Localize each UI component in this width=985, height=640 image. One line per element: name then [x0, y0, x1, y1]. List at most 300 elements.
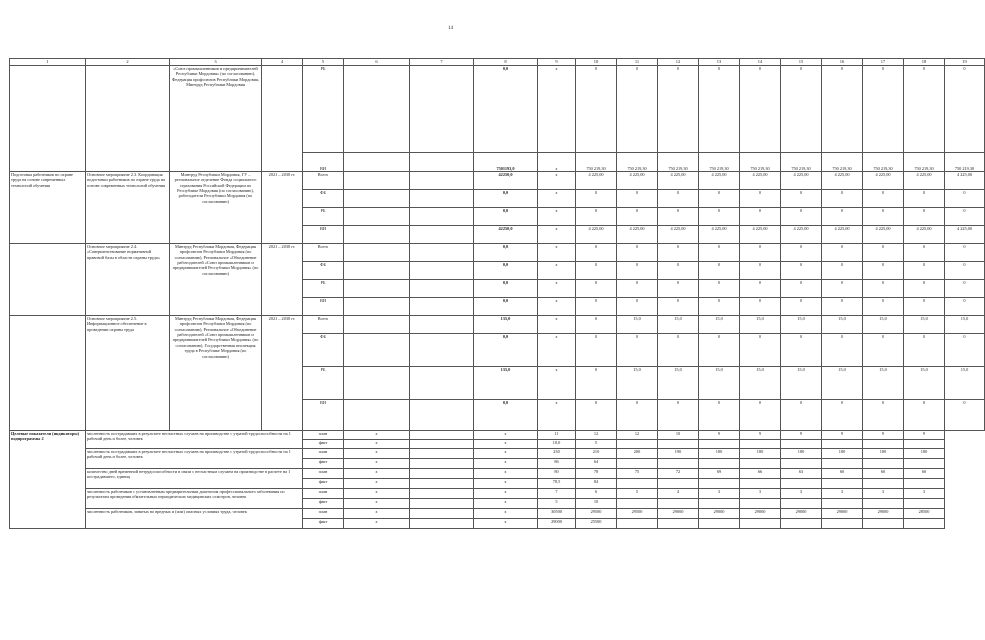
x-cell: х [538, 172, 576, 190]
activity-name: Основное мероприятие 2.5. Информационное обеспечение в проведении охраны труда [86, 316, 170, 431]
year-value: 4 225,00 [699, 172, 740, 190]
x-cell: х [474, 479, 538, 489]
empty-cell [344, 226, 410, 244]
year-value: 0 [740, 66, 781, 153]
column-number: 9 [538, 59, 576, 66]
year-value: 10 [658, 431, 699, 440]
x-cell: х [344, 509, 410, 519]
column-number: 17 [863, 59, 904, 66]
year-value [904, 499, 945, 509]
year-value: 0 [617, 190, 658, 208]
year-value: 0 [740, 298, 781, 316]
year-value: 0 [699, 298, 740, 316]
x-cell: х [474, 489, 538, 499]
year-value: 0 [904, 208, 945, 226]
year-value: 0 [617, 298, 658, 316]
year-value: 4 225,00 [822, 172, 863, 190]
year-value: 80 [538, 469, 576, 479]
year-value: 0 [945, 262, 985, 280]
plan-label: план [303, 509, 344, 519]
indicator-row [10, 449, 985, 459]
empty-cell [410, 226, 474, 244]
year-value: 15,0 [904, 367, 945, 400]
year-value: 180 [822, 449, 863, 459]
total-cell: 42250,0 [474, 226, 538, 244]
table-row [10, 244, 985, 262]
source-cell: ВИ [303, 298, 344, 316]
empty-cell [410, 153, 474, 172]
year-value: 0 [740, 400, 781, 431]
year-value: 0 [740, 262, 781, 280]
year-value: 0 [699, 190, 740, 208]
year-value: 0 [699, 262, 740, 280]
total-cell: 0,0 [474, 334, 538, 367]
year-value [699, 499, 740, 509]
year-value: 0 [576, 244, 617, 262]
year-value: 9 [863, 431, 904, 440]
year-value: 0 [699, 244, 740, 262]
column-number: 2 [86, 59, 170, 66]
year-value: 29500 [617, 509, 658, 519]
year-value: 15,0 [781, 367, 822, 400]
empty-cell [344, 298, 410, 316]
year-value: 0 [576, 66, 617, 153]
indicator-label: численность работников, занятых во вредных и (или) опасных условиях труда, человек [86, 509, 303, 529]
executor-cell: Минтруд Республики Мордовия, Федерация профсоюзов Республики Мордовия (по согласованию), Региональное «Объединение работодателей «Союз промышленников и предпринимателей Республики Мордовия» (по согласованию) [170, 244, 262, 316]
source-cell: ФБ [303, 334, 344, 367]
year-value: 0 [904, 298, 945, 316]
year-value: 750 219,30 [781, 153, 822, 172]
year-value: 15,0 [945, 367, 985, 400]
empty-cell [410, 479, 474, 489]
year-value: 4 225,00 [904, 172, 945, 190]
year-value: 0 [699, 334, 740, 367]
year-value: 0 [658, 298, 699, 316]
year-value: 15,0 [822, 316, 863, 334]
x-cell: х [538, 316, 576, 334]
year-value: 0 [781, 334, 822, 367]
empty-cell [344, 400, 410, 431]
plan-label: план [303, 489, 344, 499]
year-value: 0 [658, 190, 699, 208]
year-value: 0 [576, 367, 617, 400]
empty-cell [344, 66, 410, 153]
fact-label: факт [303, 519, 344, 529]
column-number: 6 [344, 59, 410, 66]
year-value: 0 [699, 280, 740, 298]
year-value [658, 440, 699, 449]
year-value: 0 [945, 208, 985, 226]
total-cell: 135,0 [474, 367, 538, 400]
year-value: 4 225,00 [904, 226, 945, 244]
year-value: 28500 [904, 509, 945, 519]
year-value [658, 459, 699, 469]
x-cell: х [538, 226, 576, 244]
empty-cell [410, 469, 474, 479]
year-value: 0 [617, 400, 658, 431]
year-value: 15,0 [658, 316, 699, 334]
total-cell: 42250,0 [474, 172, 538, 190]
year-value: 0 [781, 400, 822, 431]
empty-cell [344, 190, 410, 208]
year-value [863, 519, 904, 529]
indicator-row [10, 431, 985, 440]
year-value: 4 [658, 489, 699, 499]
year-value: 750 219,30 [904, 153, 945, 172]
source-cell: Всего [303, 172, 344, 190]
total-cell: 0,0 [474, 190, 538, 208]
empty-cell [344, 262, 410, 280]
year-value: 0 [781, 208, 822, 226]
year-value: 0 [617, 280, 658, 298]
column-number: 18 [904, 59, 945, 66]
total-cell: 0,0 [474, 66, 538, 153]
empty-cell [410, 244, 474, 262]
column-number: 14 [740, 59, 781, 66]
total-cell: 0,0 [474, 208, 538, 226]
empty-cell [344, 367, 410, 400]
year-value [699, 479, 740, 489]
fact-label: факт [303, 459, 344, 469]
year-value: 9 [904, 431, 945, 440]
year-value: 0 [822, 190, 863, 208]
year-value [904, 479, 945, 489]
executor-cell: «Союз промышленников и предпринимателей Республики Мордовия» (по согласованию), Федерация профсоюзов Республики Мордовия, Минтруд Республики Мордовия [170, 66, 262, 172]
total-cell: 0,0 [474, 280, 538, 298]
year-value: 210 [576, 449, 617, 459]
year-value: 0 [904, 66, 945, 153]
year-value: 0 [904, 244, 945, 262]
year-value: 4 225,00 [617, 172, 658, 190]
empty-cell [410, 400, 474, 431]
year-value: 12 [617, 431, 658, 440]
source-cell: Всего [303, 316, 344, 334]
empty-cell [344, 334, 410, 367]
column-number: 15 [781, 59, 822, 66]
year-value: 0 [740, 244, 781, 262]
year-value: 0 [945, 66, 985, 153]
year-value: 0 [822, 208, 863, 226]
year-value: 190 [658, 449, 699, 459]
year-value: 0 [781, 280, 822, 298]
year-value: 29000 [863, 509, 904, 519]
year-value: 750 219,30 [740, 153, 781, 172]
fact-label: факт [303, 499, 344, 509]
year-value: 0 [658, 262, 699, 280]
year-value: 0 [699, 66, 740, 153]
column-number: 13 [699, 59, 740, 66]
targets-title: Целевые показатели (индикаторы) подпрограммы 2 [10, 431, 86, 529]
year-value: 0 [576, 280, 617, 298]
task-name [10, 316, 86, 431]
year-value: 750 219,30 [863, 153, 904, 172]
source-cell: ВИ [303, 226, 344, 244]
source-cell: РБ [303, 208, 344, 226]
year-value [740, 499, 781, 509]
column-number: 8 [474, 59, 538, 66]
header-row [10, 59, 985, 66]
source-cell: ВИ [303, 400, 344, 431]
year-value [863, 459, 904, 469]
year-value: 9 [699, 431, 740, 440]
empty-cell [410, 208, 474, 226]
year-value [781, 499, 822, 509]
year-value: 7 [538, 489, 576, 499]
x-cell: х [344, 449, 410, 459]
fact-label: факт [303, 479, 344, 489]
year-value: 0 [822, 298, 863, 316]
year-value: 180 [699, 449, 740, 459]
period-cell: 2021 – 2030 гг. [262, 172, 303, 244]
year-value [740, 440, 781, 449]
year-value [617, 479, 658, 489]
year-value: 5 [538, 499, 576, 509]
year-value [822, 440, 863, 449]
year-value: 4 225,00 [822, 226, 863, 244]
activity-name [86, 66, 170, 172]
year-value: 86 [538, 459, 576, 469]
year-value: 0 [781, 262, 822, 280]
empty-cell [344, 153, 410, 172]
x-cell: х [474, 509, 538, 519]
year-value: 4 225,00 [863, 226, 904, 244]
year-value: 0 [863, 66, 904, 153]
x-cell: х [474, 449, 538, 459]
year-value [617, 459, 658, 469]
fact-label: факт [303, 440, 344, 449]
total-cell: 0,0 [474, 244, 538, 262]
x-cell: х [538, 153, 576, 172]
year-value: 66 [740, 469, 781, 479]
empty-cell [410, 449, 474, 459]
year-value: 75 [617, 469, 658, 479]
x-cell: х [538, 244, 576, 262]
year-value: 0 [576, 334, 617, 367]
task-name [10, 66, 86, 172]
empty-cell [410, 440, 474, 449]
x-cell: х [344, 479, 410, 489]
year-value [781, 519, 822, 529]
total-cell: 0,0 [474, 298, 538, 316]
year-value: 4 225,00 [863, 172, 904, 190]
year-value [904, 459, 945, 469]
column-number: 4 [262, 59, 303, 66]
year-value: 750 219,30 [576, 153, 617, 172]
empty-cell [410, 431, 474, 440]
year-value: 4 225,00 [699, 226, 740, 244]
year-value: 15,0 [658, 367, 699, 400]
year-value: 4 225,00 [576, 172, 617, 190]
year-value: 15,0 [740, 316, 781, 334]
year-value: 0 [617, 334, 658, 367]
x-cell: х [344, 459, 410, 469]
year-value [904, 519, 945, 529]
year-value: 0 [945, 280, 985, 298]
year-value: 0 [658, 334, 699, 367]
year-value [658, 499, 699, 509]
year-value [781, 440, 822, 449]
year-value: 0 [945, 244, 985, 262]
year-value: 0 [822, 334, 863, 367]
empty-cell [344, 208, 410, 226]
column-number: 16 [822, 59, 863, 66]
year-value: 0 [945, 190, 985, 208]
x-cell: х [538, 208, 576, 226]
year-value: 4 225,00 [658, 172, 699, 190]
year-value: 0 [699, 400, 740, 431]
year-value [904, 440, 945, 449]
year-value: 0 [945, 400, 985, 431]
year-value: 15,0 [699, 367, 740, 400]
year-value: 0 [904, 400, 945, 431]
period-cell: 2021 – 2030 гг. [262, 316, 303, 431]
x-cell: х [344, 440, 410, 449]
x-cell: х [538, 66, 576, 153]
executor-cell: Минтруд Республики Мордовия, Федерация профсоюзов Республики Мордовия (по согласованию), Региональное «Объединение работодателей «Союз промышленников и предпринимателей Республики Мордовия» (по согласованию), Государственная инспекция труда в Республике Мордовия (по согласованию) [170, 316, 262, 431]
year-value: 750 219,30 [699, 153, 740, 172]
x-cell: х [474, 431, 538, 440]
year-value: 0 [740, 334, 781, 367]
year-value: 29000 [740, 509, 781, 519]
year-value: 0 [945, 298, 985, 316]
year-value: 5 [617, 489, 658, 499]
empty-cell [410, 489, 474, 499]
empty-cell [410, 280, 474, 298]
year-value: 15,0 [781, 316, 822, 334]
year-value: 0 [822, 262, 863, 280]
year-value: 15,0 [699, 316, 740, 334]
year-value: 12 [576, 431, 617, 440]
year-value [658, 479, 699, 489]
period-cell: 2021 – 2030 гг. [262, 244, 303, 316]
table-row [10, 172, 985, 190]
table-row [10, 66, 985, 153]
activity-name: Основное мероприятие 2.4. «Совершенствование нормативной правовой базы в области охраны труда» [86, 244, 170, 316]
year-value [617, 519, 658, 529]
year-value: 29500 [576, 509, 617, 519]
source-cell: РБ [303, 66, 344, 153]
year-value: 0 [658, 280, 699, 298]
empty-cell [410, 459, 474, 469]
x-cell: х [344, 499, 410, 509]
year-value [658, 519, 699, 529]
plan-label: план [303, 431, 344, 440]
year-value: 4 225,00 [617, 226, 658, 244]
year-value: 0 [822, 280, 863, 298]
year-value: 0 [781, 244, 822, 262]
year-value: 0 [658, 66, 699, 153]
year-value: 0 [576, 190, 617, 208]
year-value [822, 519, 863, 529]
table-row [10, 316, 985, 334]
total-cell: 135,0 [474, 316, 538, 334]
year-value [699, 440, 740, 449]
year-value: 4 225,00 [781, 172, 822, 190]
year-value: 0 [822, 244, 863, 262]
column-number: 5 [303, 59, 344, 66]
year-value: 15,0 [945, 316, 985, 334]
column-number: 10 [576, 59, 617, 66]
year-value: 15,0 [863, 367, 904, 400]
x-cell: х [344, 519, 410, 529]
year-value: 3 [699, 489, 740, 499]
year-value: 0 [576, 316, 617, 334]
plan-label: план [303, 469, 344, 479]
year-value: 64 [576, 459, 617, 469]
year-value: 78,5 [538, 479, 576, 489]
empty-cell [410, 172, 474, 190]
empty-cell [344, 172, 410, 190]
indicator-label: численность пострадавших в результате несчастных случаев на производстве с утратой трудоспособности на 1 рабочий день и более, человек [86, 449, 303, 469]
x-cell: х [474, 519, 538, 529]
year-value: 0 [904, 262, 945, 280]
indicator-label: количество дней временной нетрудоспособности в связи с несчастным случаем на производстве в расчете на 1 пострадавшего, единиц [86, 469, 303, 489]
x-cell: х [474, 440, 538, 449]
year-value [822, 499, 863, 509]
year-value: 10 [576, 499, 617, 509]
year-value: 9 [781, 431, 822, 440]
x-cell: х [344, 469, 410, 479]
year-value: 0 [740, 280, 781, 298]
indicator-row [10, 509, 985, 519]
year-value [699, 519, 740, 529]
empty-cell [344, 280, 410, 298]
year-value: 60 [863, 469, 904, 479]
activity-name: Основное мероприятие 2.3. Координация подготовки работников по охране труда на основе современных технологий обучения [86, 172, 170, 244]
year-value [740, 519, 781, 529]
x-cell: х [474, 469, 538, 479]
year-value: 750 219,30 [617, 153, 658, 172]
year-value: 180 [904, 449, 945, 459]
year-value: 9 [740, 431, 781, 440]
year-value [617, 440, 658, 449]
year-value: 180 [740, 449, 781, 459]
column-number: 11 [617, 59, 658, 66]
year-value: 750 219,30 [945, 153, 985, 172]
empty-cell [410, 334, 474, 367]
year-value: 60 [822, 469, 863, 479]
column-number: 19 [945, 59, 985, 66]
year-value: 29000 [658, 509, 699, 519]
empty-cell [344, 316, 410, 334]
total-cell: 7501193,0 [474, 153, 538, 172]
empty-cell [410, 367, 474, 400]
plan-label: план [303, 449, 344, 459]
year-value: 15,0 [863, 316, 904, 334]
year-value: 0 [781, 190, 822, 208]
year-value: 3 [781, 489, 822, 499]
year-value [699, 459, 740, 469]
year-value: 4 225,00 [945, 172, 985, 190]
year-value: 3 [740, 489, 781, 499]
year-value: 180 [781, 449, 822, 459]
year-value: 0 [945, 334, 985, 367]
year-value: 3 [863, 489, 904, 499]
column-number: 3 [170, 59, 262, 66]
year-value: 9 [822, 431, 863, 440]
year-value: 29000 [538, 519, 576, 529]
year-value: 0 [617, 244, 658, 262]
year-value: 750 219,30 [658, 153, 699, 172]
year-value: 10,0 [538, 440, 576, 449]
year-value [863, 479, 904, 489]
year-value: 180 [863, 449, 904, 459]
year-value: 15,0 [740, 367, 781, 400]
year-value: 30500 [538, 509, 576, 519]
empty-cell [410, 66, 474, 153]
year-value: 0 [863, 244, 904, 262]
year-value: 230 [538, 449, 576, 459]
